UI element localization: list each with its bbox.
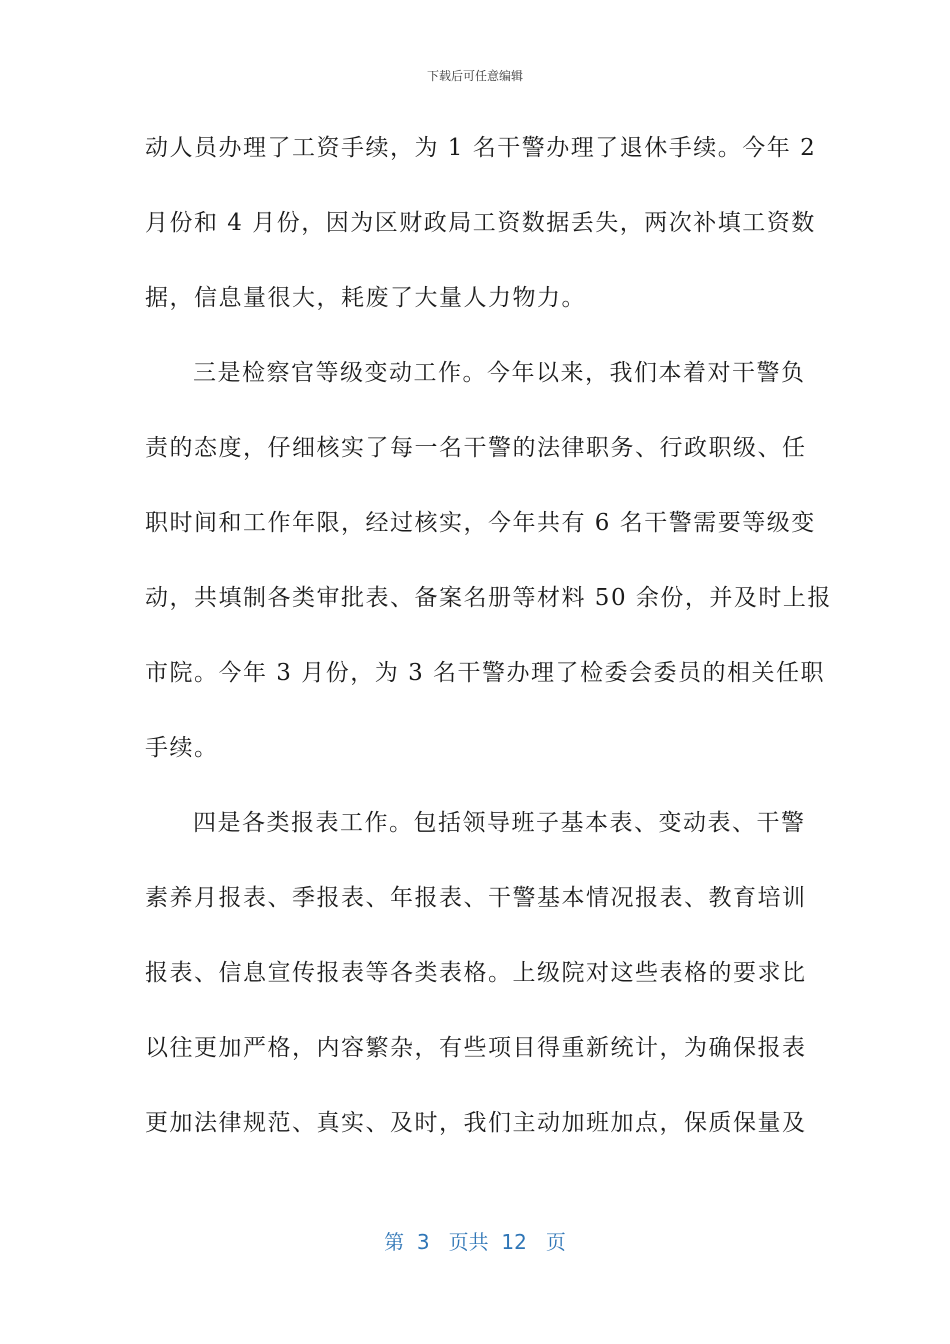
document-body (145, 124, 832, 1174)
text-line: 责的态度，仔细核实了每一名干警的法律职务、行政职级、任 (145, 435, 807, 461)
text-line: 四是各类报表工作。包括领导班子基本表、变动表、干警 (193, 810, 806, 836)
text-line: 报表、信息宣传报表等各类表格。上级院对这些表格的要求比 (145, 960, 807, 986)
text-line: 素养月报表、季报表、年报表、干警基本情况报表、教育培训 (145, 885, 807, 911)
footer-middle: 页共 (448, 1230, 489, 1254)
footer-prefix: 第 (384, 1230, 405, 1254)
text-line: 月份和 4 月份，因为区财政局工资数据丢失，两次补填工资数 (145, 210, 816, 236)
header-note: 下载后可任意编辑 (426, 69, 523, 83)
text-line: 动人员办理了工资手续，为 1 名干警办理了退休手续。今年 2 (145, 135, 817, 161)
text-line: 以往更加严格，内容繁杂，有些项目得重新统计，为确保报表 (145, 1035, 807, 1061)
text-line: 市院。今年 3 月份，为 3 名干警办理了检委会委员的相关任职 (145, 660, 826, 686)
text-line: 职时间和工作年限，经过核实，今年共有 6 名干警需要等级变 (145, 510, 816, 536)
total-pages-number: 12 (501, 1230, 527, 1254)
text-line: 三是检察官等级变动工作。今年以来，我们本着对干警负 (193, 360, 806, 386)
text-line: 动，共填制各类审批表、备案名册等材料 50 余份，并及时上报 (145, 585, 832, 611)
page-footer (0, 1226, 950, 1255)
text-line: 手续。 (145, 735, 219, 761)
text-line: 更加法律规范、真实、及时，我们主动加班加点，保质保量及 (145, 1110, 807, 1136)
text-line: 据，信息量很大，耗废了大量人力物力。 (145, 285, 586, 311)
footer-suffix: 页 (545, 1230, 566, 1254)
current-page-number: 3 (416, 1230, 430, 1254)
